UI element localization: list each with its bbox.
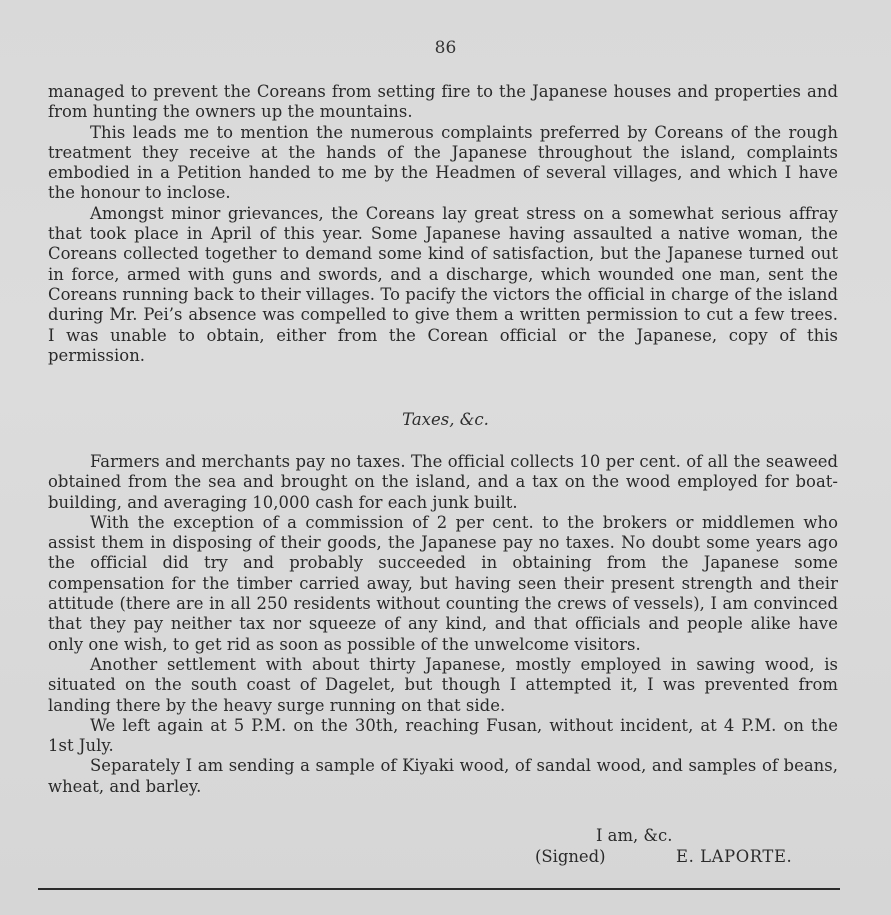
salutation: I am, &c. xyxy=(596,826,673,845)
body-section-taxes xyxy=(48,452,838,797)
paragraph-samples: Separately I am sending a sample of Kiyaki wood, of sandal wood, and samples of beans, wheat, and barley. xyxy=(48,756,838,796)
body-section-top xyxy=(48,82,838,366)
paragraph-farmers: Farmers and merchants pay no taxes. The official collects 10 per cent. of all the seaweed obtained from the sea and brought on the island, and a tax on the wood employed for boat-building, and averaging 10,000 cash for each junk built. xyxy=(48,452,838,512)
paragraph-complaints: This leads me to mention the numerous complaints preferred by Coreans of the rough treatment they receive at the hands of the Japanese throughout the island, complaints embodied in a Petition handed to me by the Headmen of several villages, and which I have the honour to inclose. xyxy=(48,122,838,203)
paragraph-exception: With the exception of a commission of 2 per cent. to the brokers or middlemen who assist them in disposing of their goods, the Japanese pay no taxes. No doubt some years ago the official did try and probably succeeded in obtaining from the Japanese some compensation for the timber carried away, but having seen their present strength and their attitude (there are in all 250 residents without counting the crews of vessels), I am convinced that they pay neither tax nor squeeze of any kind, and that officials and people alike have only one wish, to get rid as soon as possible of the unwelcome visitors. xyxy=(48,512,838,654)
signatory-name: E. LAPORTE. xyxy=(676,847,793,866)
signed-label: (Signed) xyxy=(535,847,606,866)
paragraph-departure: We left again at 5 P.M. on the 30th, reaching Fusan, without incident, at 4 P.M. on the 1st July. xyxy=(48,715,838,756)
paragraph-grievances: Amongst minor grievances, the Coreans lay great stress on a somewhat serious affray that took place in April of this year. Some Japanese having assaulted a native woman, the Coreans collected together to demand some kind of satisfaction, but the Japanese turned out in force, armed with guns and swords, and a discharge, which wounded one man, sent the Coreans running back to their villages. To pacify the victors the official in charge of the island during Mr. Pei’s absence was compelled to give them a written permission to cut a few trees. I was unable to obtain, either from the Corean official or the Japanese, copy of this permission. xyxy=(48,203,838,365)
paragraph-settlement: Another settlement with about thirty Japanese, mostly employed in sawing wood, is situated on the south coast of Dagelet, but though I attempted it, I was prevented from landing there by the heavy surge running on that side. xyxy=(48,654,838,715)
section-heading-taxes: Taxes, &c. xyxy=(402,410,489,429)
page-number: 86 xyxy=(434,38,457,58)
bottom-rule-divider xyxy=(38,888,840,890)
paragraph-continuation: managed to prevent the Coreans from setting fire to the Japanese houses and properties and from hunting the owners up the mountains. xyxy=(48,82,838,122)
